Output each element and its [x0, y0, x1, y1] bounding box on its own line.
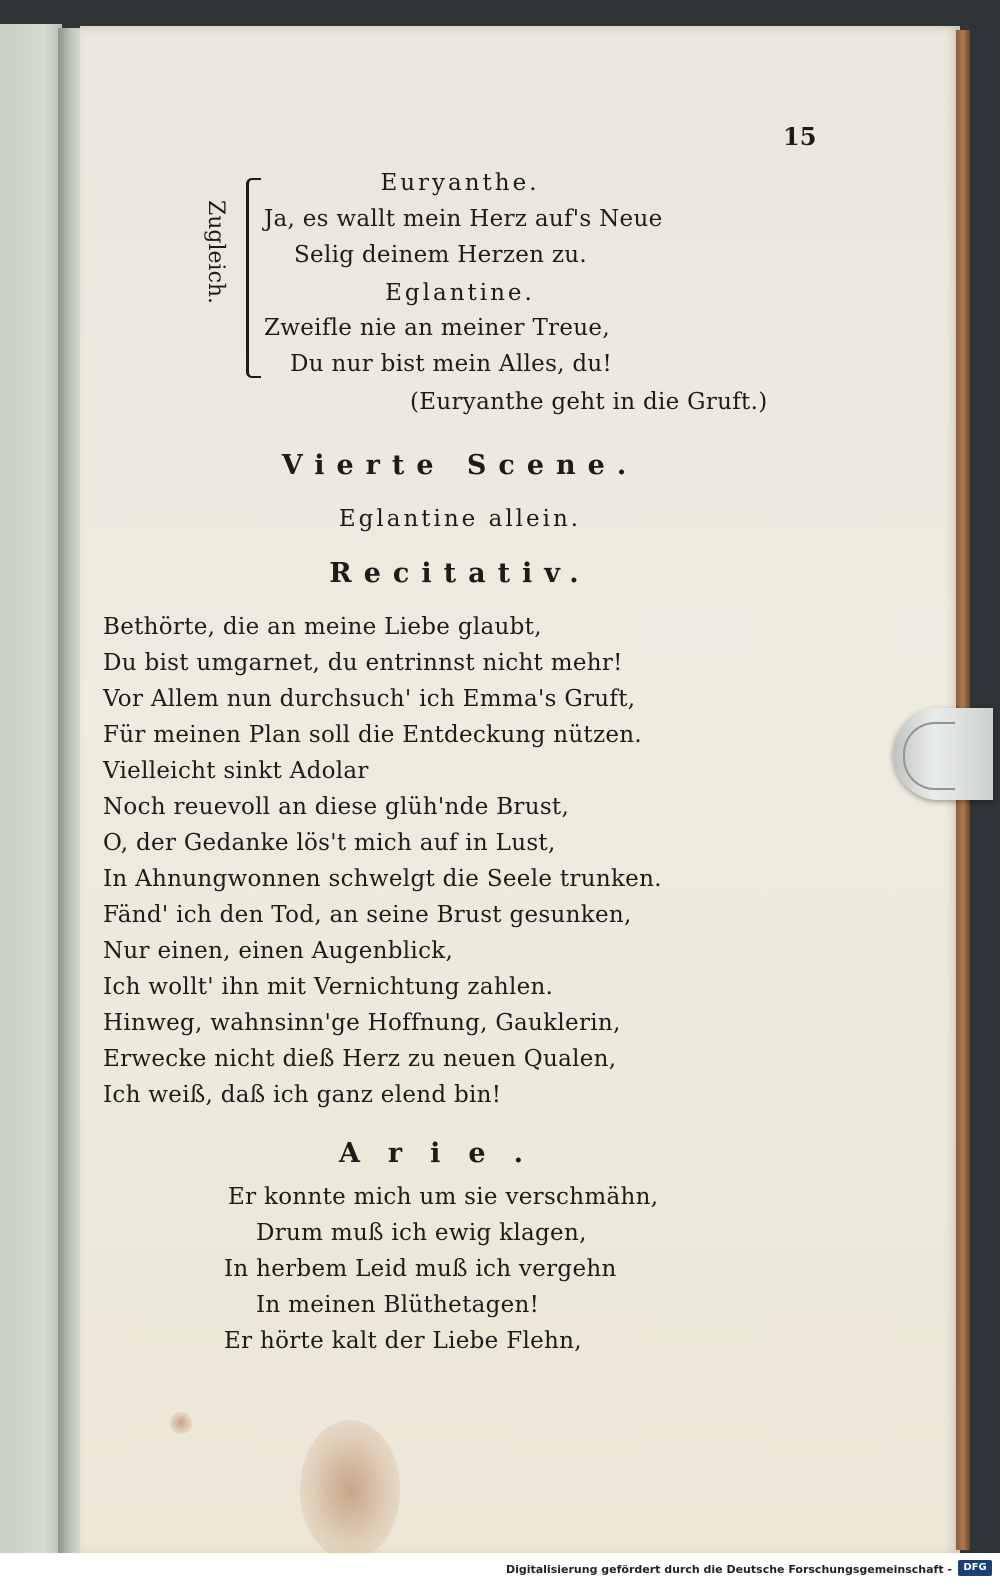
book-gutter	[58, 28, 82, 1558]
paper-stain	[170, 1412, 192, 1434]
arie-line: Er konnte mich um sie verschmähn,	[228, 1184, 659, 1210]
recitativ-line: Vor Allem nun durchsuch' ich Emma's Gruft,	[103, 686, 636, 712]
arie-heading: Arie.	[338, 1138, 551, 1169]
speaker-name: Eglantine.	[385, 280, 535, 306]
arie-line: Drum muß ich ewig klagen,	[256, 1220, 587, 1246]
recitativ-line: Erwecke nicht dieß Herz zu neuen Qualen,	[103, 1046, 617, 1072]
arie-line: In herbem Leid muß ich vergehn	[224, 1256, 617, 1282]
recitativ-line: Ich wollt' ihn mit Vernichtung zahlen.	[103, 974, 554, 1000]
duet-bracket	[246, 178, 261, 378]
recitativ-line: Noch reuevoll an diese glüh'nde Brust,	[103, 794, 570, 820]
recitativ-line: O, der Gedanke lös't mich auf in Lust,	[103, 830, 556, 856]
recitativ-line: Du bist umgarnet, du entrinnst nicht mehr!	[103, 650, 623, 676]
verse-line: Ja, es wallt mein Herz auf's Neue	[264, 206, 663, 232]
duet-side-label: Zugleich.	[203, 199, 228, 305]
speaker-name: Euryanthe.	[380, 170, 540, 196]
paper-stain	[300, 1420, 400, 1560]
verse-line: Zweifle nie an meiner Treue,	[264, 315, 610, 341]
verse-line: Selig deinem Herzen zu.	[294, 242, 588, 268]
scene-subheading: Eglantine allein.	[338, 506, 582, 532]
recitativ-line: Hinweg, wahnsinn'ge Hoffnung, Gauklerin,	[103, 1010, 621, 1036]
recitativ-line: Vielleicht sinkt Adolar	[103, 758, 369, 784]
scanner-clip	[893, 708, 993, 800]
recitativ-line: Nur einen, einen Augenblick,	[103, 938, 454, 964]
page-number: 15	[783, 122, 817, 151]
arie-line: Er hörte kalt der Liebe Flehn,	[224, 1328, 582, 1354]
recitativ-line: In Ahnungwonnen schwelgt die Seele trunken.	[103, 866, 662, 892]
arie-line: In meinen Blüthetagen!	[256, 1292, 540, 1318]
recitativ-line: Fänd' ich den Tod, an seine Brust gesunken,	[103, 902, 632, 928]
verse-line: Du nur bist mein Alles, du!	[290, 351, 613, 377]
digitization-credit: Digitalisierung gefördert durch die Deutsche Forschungsgemeinschaft -	[505, 1563, 952, 1576]
dfg-logo: DFG	[958, 1560, 992, 1576]
recitativ-heading: Recitativ.	[329, 558, 591, 589]
previous-page-edge	[0, 24, 62, 1560]
recitativ-line: Für meinen Plan soll die Entdeckung nützen.	[103, 722, 643, 748]
stage-direction: (Euryanthe geht in die Gruft.)	[410, 389, 768, 415]
scene-heading: Vierte Scene.	[281, 450, 639, 481]
recitativ-line: Bethörte, die an meine Liebe glaubt,	[103, 614, 542, 640]
recitativ-line: Ich weiß, daß ich ganz elend bin!	[103, 1082, 502, 1108]
